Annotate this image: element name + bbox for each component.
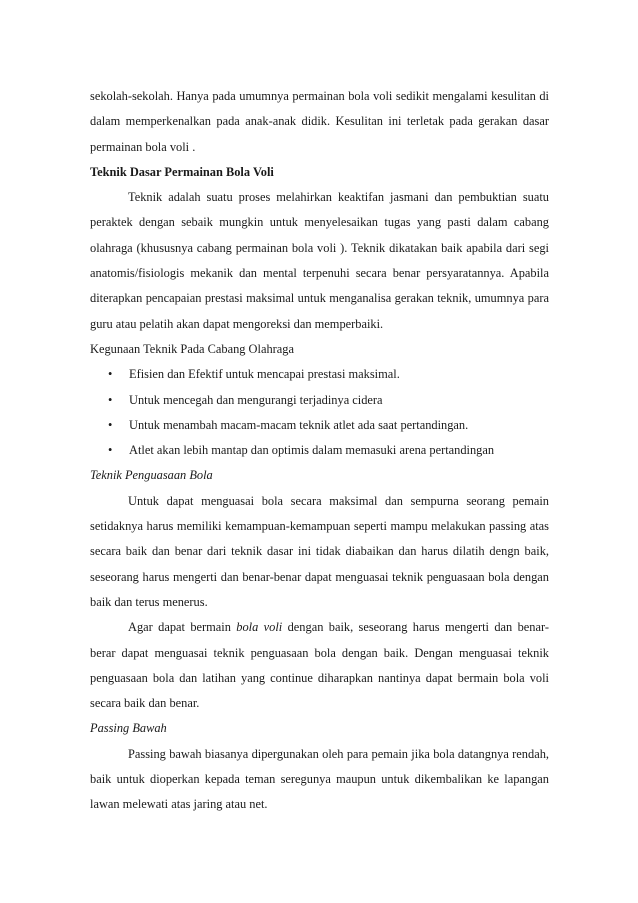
heading-kegunaan: Kegunaan Teknik Pada Cabang Olahraga xyxy=(90,341,294,356)
intro-paragraph: sekolah-sekolah. Hanya pada umumnya permainan bola voli sedikit mengalami kesulitan di dalam memperkenalkan pada anak-anak didik. Kesulitan ini terletak pada gerakan dasar permainan bola voli . xyxy=(90,89,549,154)
bullet-icon: • xyxy=(108,367,113,382)
bola-voli-emphasis: bola voli xyxy=(236,620,283,635)
list-item-text: Atlet akan lebih mantap dan optimis dalam memasuki arena pertandingan xyxy=(129,443,495,458)
penguasaan-paragraph-2 xyxy=(90,615,549,716)
penguasaan-paragraph-1: Untuk dapat menguasai bola secara maksimal dan sempurna seorang pemain setidaknya harus memiliki kemampuan-kemampuan seperti mampu melakukan passing atas secara baik dan benar dari teknik dasar ini tidak diabaikan dan harus dilatih dengn baik, seseorang harus mengerti dan benar-benar dapat menguasai teknik penguasaan bola dengan baik dan terus menerus. xyxy=(90,493,549,609)
list-item xyxy=(90,438,549,463)
teknik-paragraph: Teknik adalah suatu proses melahirkan keaktifan jasmani dan pembuktian suatu peraktek dengan sebaik mungkin untuk menyelesaikan tugas yang pasti dalam cabang olahraga (khususnya cabang permainan bola voli ). Teknik dikatakan baik apabila dari segi anatomis/fisiologis mekanik dan mental terpenuhi secara benar persyaratannya. Apabila diterapkan pencapaian prestasi maksimal untuk menganalisa gerakan teknik, umumnya para guru atau pelatih akan dapat mengoreksi dan memperbaiki. xyxy=(90,190,549,331)
list-item xyxy=(90,413,549,438)
bullet-icon: • xyxy=(108,443,113,458)
document-page xyxy=(90,84,549,818)
list-item xyxy=(90,388,549,413)
list-item-text: Untuk menambah macam-macam teknik atlet ada saat pertandingan. xyxy=(129,417,469,432)
penguasaan-text-start: Agar dapat bermain xyxy=(128,620,237,635)
list-item-text: Untuk mencegah dan mengurangi terjadinya cidera xyxy=(129,392,383,407)
penguasaan-text-end: dengan baik, seseorang harus mengerti dan benar-berar dapat menguasai teknik penguasaan bola dengan baik. Dengan menguasai teknik penguasaan bola dan latihan yang continue diharapkan nantinya dapat bermain bola voli secara baik dan benar. xyxy=(90,620,549,711)
heading-passing-bawah: Passing Bawah xyxy=(90,721,167,736)
bullet-icon: • xyxy=(108,417,113,432)
kegunaan-list xyxy=(90,362,549,463)
list-item xyxy=(90,362,549,387)
bullet-icon: • xyxy=(108,392,113,407)
passing-paragraph: Passing bawah biasanya dipergunakan oleh para pemain jika bola datangnya rendah, baik untuk dioperkan kepada teman seregunya maupun untuk dikembalikan ke lapangan lawan melewati atas jaring atau net. xyxy=(90,746,549,812)
list-item-text: Efisien dan Efektif untuk mencapai prestasi maksimal. xyxy=(129,367,400,382)
heading-teknik-dasar: Teknik Dasar Permainan Bola Voli xyxy=(90,164,274,179)
heading-penguasaan: Teknik Penguasaan Bola xyxy=(90,468,213,483)
